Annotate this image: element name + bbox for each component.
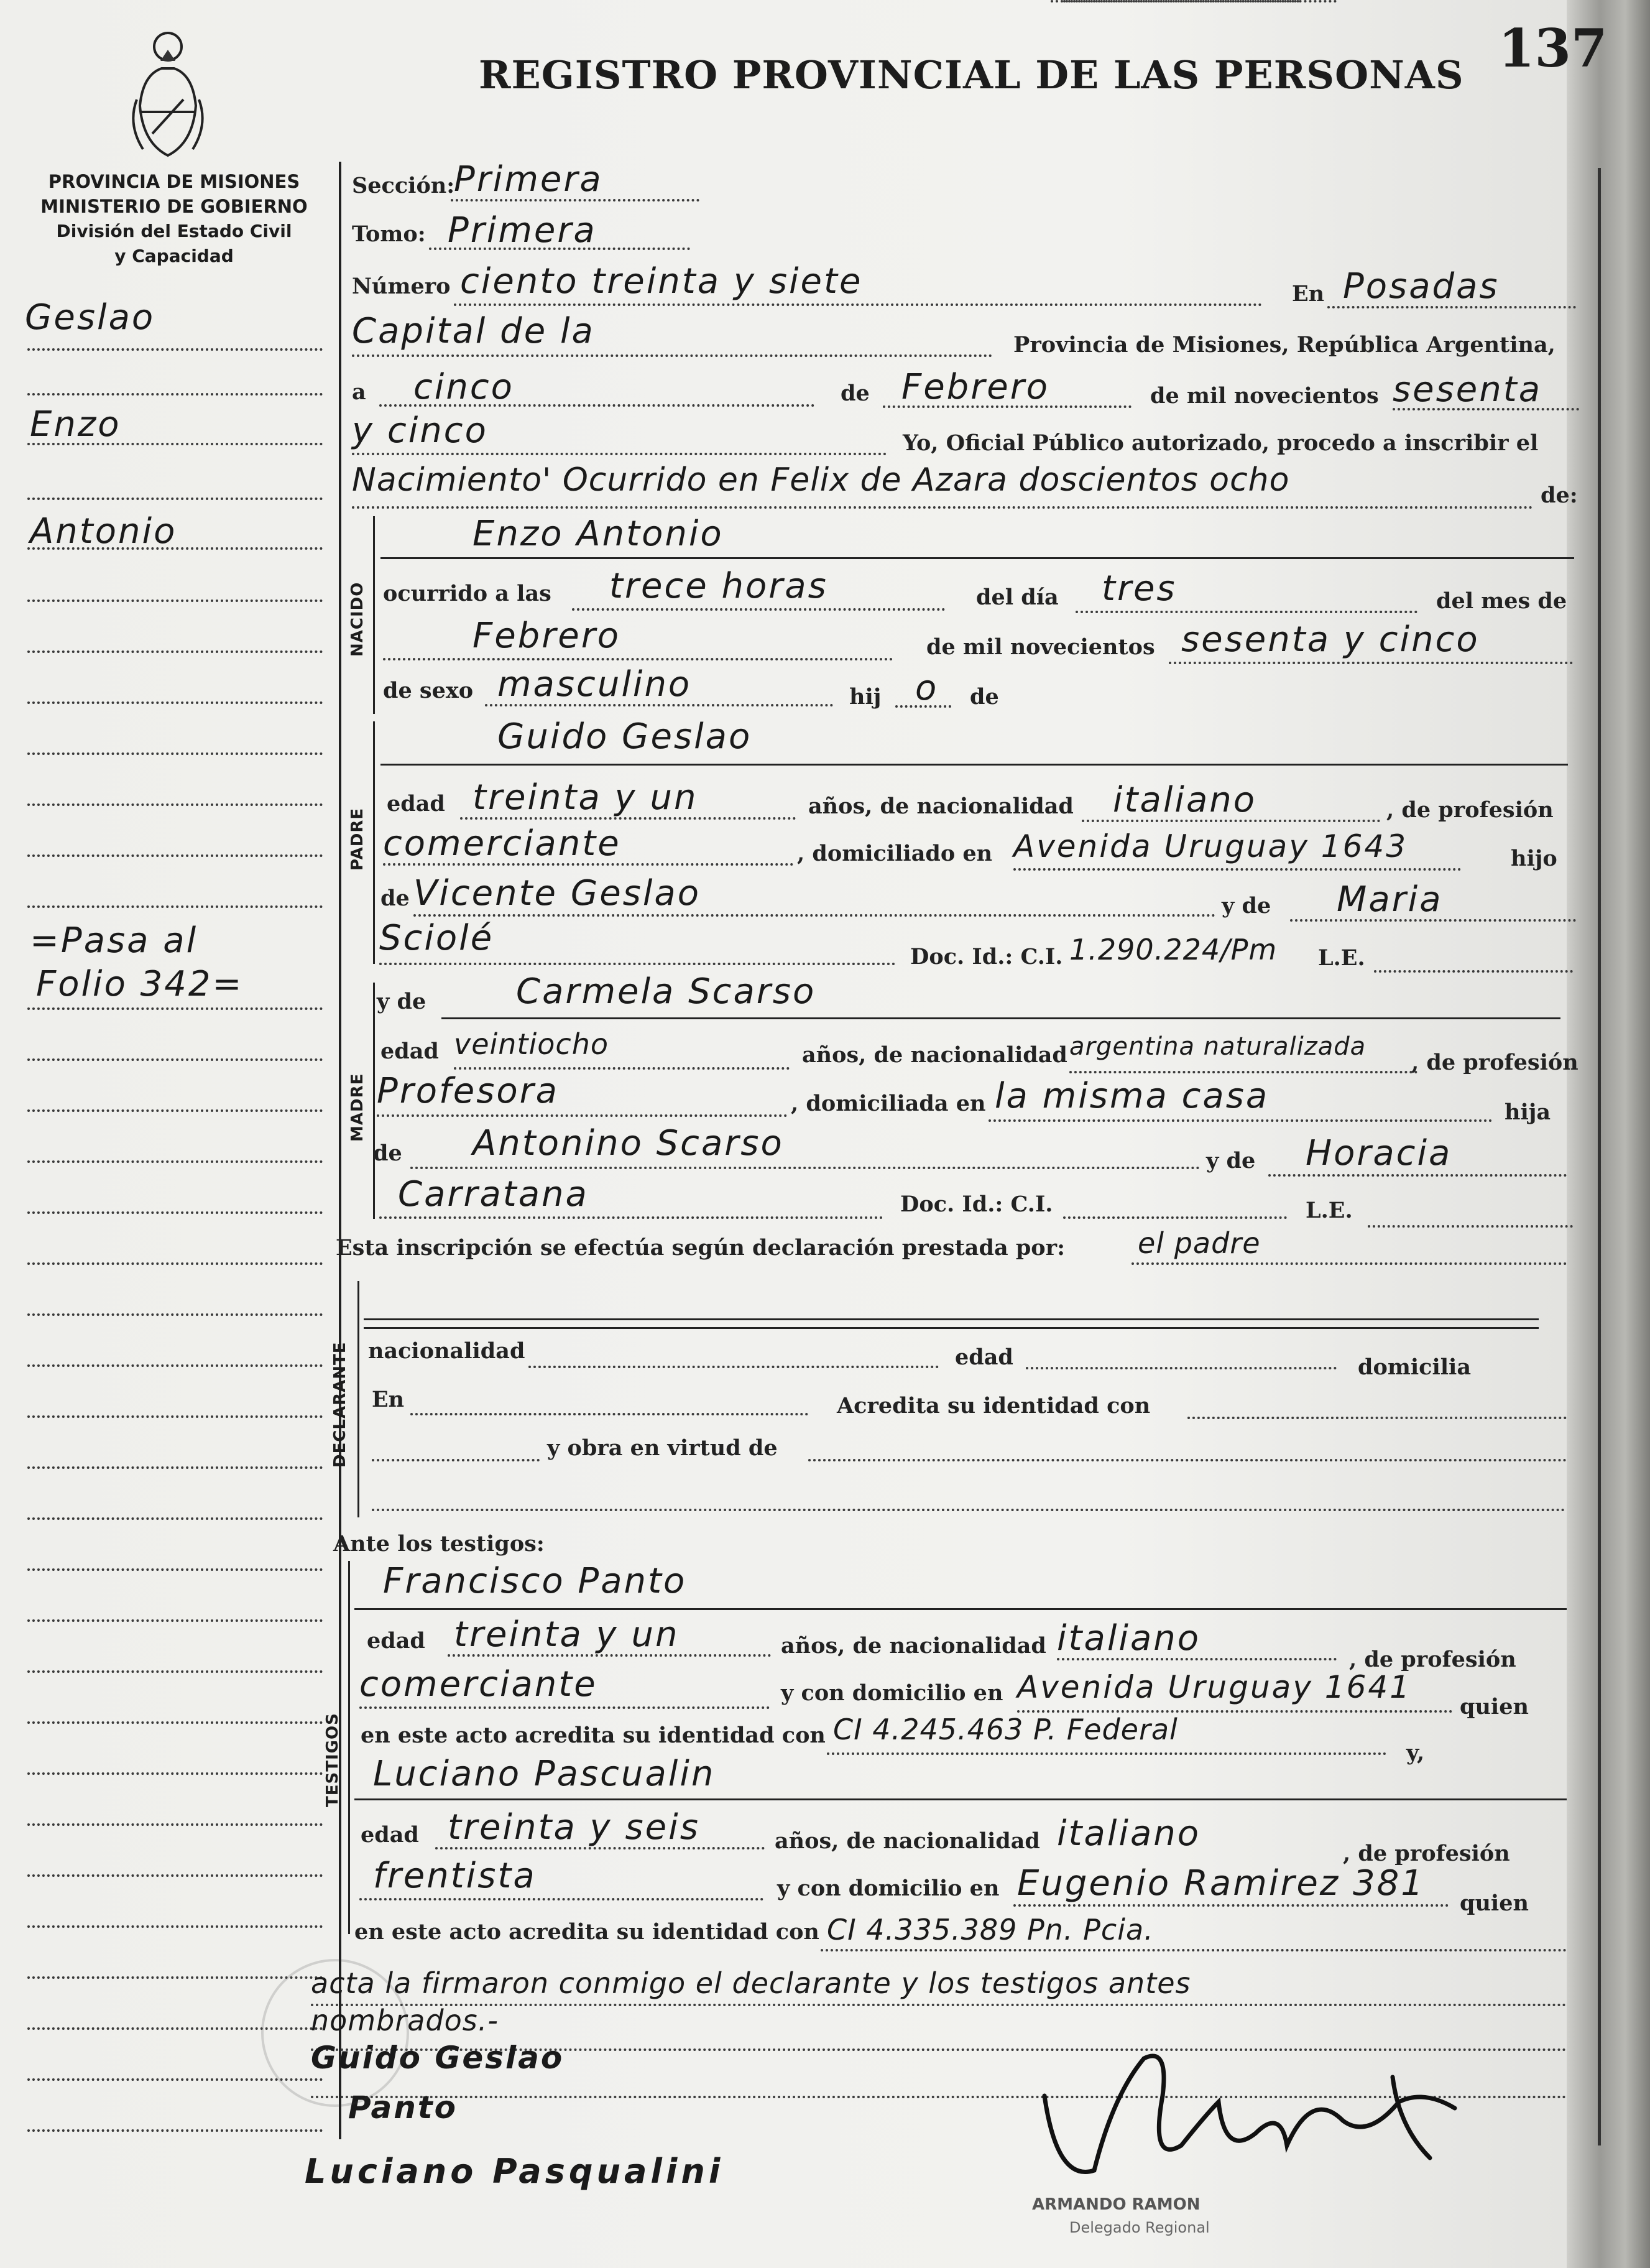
value-padre-hijo-de: Vicente Geslao	[413, 873, 701, 914]
value-madre-padre: Antonino Scarso	[472, 1123, 784, 1164]
label-madre-doc: Doc. Id.: C.I.	[900, 1192, 1053, 1217]
value-nombre: Enzo Antonio	[472, 514, 724, 554]
label-de-mil-2: de mil novecientos	[926, 634, 1155, 660]
value-t1-dom: Avenida Uruguay 1641	[1017, 1669, 1412, 1705]
label-t1-edad: edad	[367, 1628, 425, 1654]
value-padre-nombre: Guido Geslao	[497, 716, 752, 757]
margin-surname: Geslao	[25, 297, 155, 338]
declarante-bracket	[357, 1281, 359, 1517]
label-padre-anos-nac: años, de nacionalidad	[808, 794, 1074, 819]
value-madre-edad: veintiocho	[454, 1027, 609, 1061]
section-label-nacido: NACIDO	[348, 581, 367, 657]
label-hijo: hijo	[1511, 846, 1557, 871]
issuer-line-4: y Capacidad	[114, 246, 234, 266]
frame-right-rule	[1598, 168, 1601, 2145]
value-anio-nac: sesenta y cinco	[1181, 619, 1480, 660]
label-padre-edad: edad	[387, 791, 445, 817]
label-decl-edad: edad	[955, 1345, 1013, 1370]
value-mes-nac: Febrero	[472, 616, 620, 656]
issuer-line-3: División del Estado Civil	[56, 221, 292, 241]
label-de-mil: de mil novecientos	[1150, 383, 1379, 409]
value-padre-madre-2: Sciolé	[379, 918, 494, 958]
label-decl-en: En	[372, 1387, 405, 1412]
padre-bracket	[373, 721, 375, 964]
label-t1-quien: quien	[1460, 1694, 1529, 1720]
section-label-testigos: TESTIGOS	[323, 1713, 342, 1807]
value-madre-nac: argentina naturalizada	[1069, 1032, 1367, 1061]
label-t1-y: y,	[1406, 1740, 1425, 1766]
section-label-madre: MADRE	[348, 1073, 367, 1142]
value-declarante: el padre	[1138, 1226, 1261, 1260]
label-padre-le: L.E.	[1318, 945, 1365, 971]
issuer-line-2: MINISTERIO DE GOBIERNO	[40, 196, 308, 217]
label-madre-edad: edad	[380, 1039, 439, 1064]
official-signature	[1020, 2021, 1492, 2208]
value-padre-prof: comerciante	[383, 823, 621, 864]
value-padre-nac: italiano	[1113, 780, 1257, 820]
value-t2-nac: italiano	[1057, 1813, 1201, 1854]
label-seccion: Sección:	[352, 173, 455, 198]
label-y-de: y de	[1222, 893, 1271, 919]
value-closing-2: nombrados.-	[311, 2004, 499, 2037]
value-madre-madre: Horacia	[1306, 1133, 1452, 1173]
section-label-padre: PADRE	[348, 807, 367, 871]
label-t2-anos-nac: años, de nacionalidad	[775, 1828, 1040, 1854]
value-closing-1: acta la firmaron conmigo el declarante y los testigos antes	[311, 1966, 1191, 2000]
value-acto: Nacimiento' Ocurrido en Felix de Azara doscientos ocho	[352, 461, 1290, 499]
label-de-padres: de	[970, 684, 999, 710]
value-hora: trece horas	[609, 566, 828, 606]
label-numero: Número	[352, 274, 451, 299]
value-padre-dom: Avenida Uruguay 1643	[1013, 828, 1408, 864]
label-madre-profesion: , de profesión	[1411, 1050, 1579, 1075]
signature-panto: Panto	[348, 2090, 458, 2126]
label-hij: hij	[849, 684, 882, 710]
value-madre-prof: Profesora	[377, 1071, 559, 1111]
issuer-block	[25, 169, 323, 269]
value-seccion: Primera	[454, 159, 603, 200]
signature-luciano-pasqualini: Luciano Pasqualini	[305, 2152, 724, 2191]
value-madre-madre-2: Carratana	[398, 1174, 589, 1215]
stamp-line-1: ARMANDO RAMON	[1032, 2195, 1201, 2214]
label-padre-profesion: , de profesión	[1386, 797, 1554, 823]
label-a: a	[352, 379, 366, 405]
value-t1-doc: CI 4.245.463 P. Federal	[833, 1713, 1178, 1746]
value-capital: Capital de la	[352, 311, 595, 351]
value-padre-ci: 1.290.224/Pm	[1069, 933, 1278, 966]
value-madre-nombre: Carmela Scarso	[516, 971, 816, 1012]
label-decl-nacionalidad: nacionalidad	[368, 1338, 525, 1364]
value-mes: Febrero	[901, 367, 1049, 407]
label-t2-profesion: , de profesión	[1343, 1841, 1510, 1866]
value-anio-2: y cinco	[352, 410, 488, 451]
page-edge	[1567, 0, 1650, 2268]
value-padre-madre: Maria	[1337, 879, 1443, 920]
value-numero: ciento treinta y siete	[460, 261, 863, 302]
label-decl-domicilia: domicilia	[1358, 1354, 1472, 1380]
label-t2-quien: quien	[1460, 1891, 1529, 1916]
testigos-bracket	[348, 1561, 350, 1934]
value-tomo: Primera	[448, 210, 597, 251]
value-testigo1: Francisco Panto	[383, 1561, 687, 1601]
label-de-mes: de	[841, 381, 870, 406]
value-dia-nac: tres	[1102, 568, 1177, 609]
label-t1-domicilio: y con domicilio en	[781, 1680, 1003, 1706]
nacido-bracket	[373, 516, 375, 714]
madre-bracket	[373, 983, 375, 1219]
stamp-line-2: Delegado Regional	[1069, 2219, 1210, 2236]
label-de-colon: de:	[1541, 483, 1578, 508]
label-en: En	[1292, 281, 1325, 307]
value-padre-edad: treinta y un	[472, 777, 698, 818]
label-provincia: Provincia de Misiones, República Argentina,	[1013, 332, 1556, 358]
label-tomo: Tomo:	[352, 221, 426, 247]
label-esta-inscripcion: Esta inscripción se efectúa según declaración prestada por:	[336, 1235, 1065, 1261]
label-madre-y-de: y de	[377, 989, 426, 1014]
page-title: REGISTRO PROVINCIAL DE LAS PERSONAS	[479, 52, 1464, 98]
label-ante-testigos: Ante los testigos:	[333, 1531, 545, 1557]
label-padre-doc: Doc. Id.: C.I.	[910, 944, 1063, 970]
value-t2-edad: treinta y seis	[448, 1807, 700, 1848]
label-domiciliada-en: , domiciliada en	[791, 1091, 986, 1116]
value-anio-1: sesenta	[1393, 369, 1542, 410]
label-t1-profesion: , de profesión	[1349, 1647, 1516, 1672]
label-yo: Yo, Oficial Público autorizado, procedo a inscribir el	[903, 430, 1539, 456]
label-t1-acredita: en este acto acredita su identidad con	[361, 1723, 826, 1748]
value-t1-prof: comerciante	[359, 1664, 597, 1705]
label-hija-de: de	[373, 1141, 402, 1166]
label-del-dia: del día	[976, 585, 1059, 610]
signature-guido-geslao: Guido Geslao	[311, 2040, 565, 2076]
label-de-sexo: de sexo	[383, 678, 474, 703]
value-dia: cinco	[413, 367, 514, 407]
label-madre-y-de-2: y de	[1206, 1148, 1256, 1173]
frame-left-rule	[339, 162, 341, 2139]
value-lugar: Posadas	[1343, 266, 1500, 307]
margin-given-2: Antonio	[30, 511, 177, 552]
value-t2-dom: Eugenio Ramirez 381	[1017, 1863, 1425, 1904]
faint-round-seal	[261, 1959, 409, 2107]
value-madre-dom: la misma casa	[995, 1076, 1270, 1116]
margin-note-1: =Pasa al	[30, 920, 198, 961]
label-madre-anos-nac: años, de nacionalidad	[802, 1042, 1067, 1068]
margin-note-2: Folio 342=	[36, 964, 244, 1004]
label-t2-domicilio: y con domicilio en	[777, 1876, 1000, 1901]
label-domiciliado-en: , domiciliado en	[797, 841, 993, 866]
value-t2-prof: frentista	[373, 1856, 537, 1896]
value-testigo2: Luciano Pascualin	[373, 1754, 716, 1794]
value-hij-suffix: o	[915, 668, 939, 708]
page-number: 137	[1498, 17, 1608, 79]
value-t1-nac: italiano	[1057, 1618, 1201, 1659]
section-label-declarante: DECLARANTE	[331, 1341, 349, 1468]
label-t1-anos-nac: años, de nacionalidad	[781, 1633, 1046, 1659]
value-t2-doc: CI 4.335.389 Pn. Pcia.	[827, 1913, 1154, 1946]
coat-of-arms-icon	[124, 25, 211, 168]
value-t1-edad: treinta y un	[454, 1614, 680, 1655]
label-obra: y obra en virtud de	[547, 1435, 778, 1461]
label-hijo-de: de	[380, 886, 410, 911]
issuer-line-1: PROVINCIA DE MISIONES	[48, 171, 300, 192]
label-hija: hija	[1505, 1099, 1551, 1125]
margin-given-1: Enzo	[30, 404, 121, 445]
label-t2-acredita: en este acto acredita su identidad con	[354, 1919, 819, 1945]
label-ocurrido: ocurrido a las	[383, 581, 551, 606]
label-acredita: Acredita su identidad con	[837, 1393, 1151, 1419]
value-sexo: masculino	[497, 664, 692, 705]
label-t2-edad: edad	[361, 1822, 419, 1848]
label-del-mes: del mes de	[1436, 588, 1567, 614]
label-madre-le: L.E.	[1306, 1198, 1353, 1223]
